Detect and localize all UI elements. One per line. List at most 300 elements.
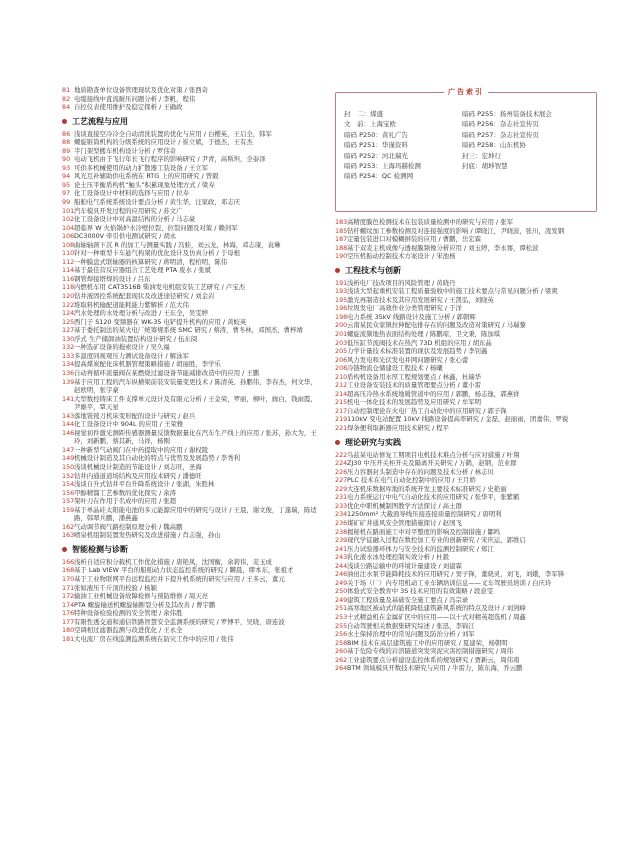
page-number: 143 [62, 411, 75, 420]
entry-title: 基于双麦主机成像与透视膜频像分析应用 / 刘玉婷，李永骞，谭松波 [347, 243, 539, 252]
page-number: 250 [335, 587, 348, 596]
toc-entry[interactable] [335, 424, 597, 433]
right-top-list [335, 218, 597, 261]
toc-entry[interactable] [62, 224, 320, 233]
page-number: 106 [62, 232, 75, 241]
toc-entry[interactable] [335, 398, 597, 407]
page-number: 125 [62, 317, 75, 326]
toc-entry[interactable] [62, 584, 320, 593]
page-number: 246 [335, 570, 348, 579]
page-number: 180 [62, 626, 75, 635]
entry-title: ZJ30 中压开关柜开关及隔离开关研究 / 万鹤，赵钢，范业群 [347, 459, 517, 468]
toc-entry[interactable] [335, 296, 597, 305]
page-number: 177 [62, 617, 75, 626]
toc-entry[interactable] [335, 630, 597, 639]
toc-entry[interactable] [62, 301, 320, 310]
entry-title: 现代学徒融入过程在数控加工专业的创新研究 / 宋庆运，郭维启 [347, 536, 526, 545]
toc-entry[interactable] [335, 647, 597, 656]
toc-entry[interactable] [62, 558, 320, 567]
entry-title: 工业设备安装技术的质量管理要点分析 / 董小雷 [347, 381, 482, 390]
toc-entry[interactable] [335, 596, 597, 605]
entry-title: 基于危险专线的岩溶隧道突发突泥灾害控制措施研究 / 周伟 [347, 647, 513, 656]
page-number: 97 [62, 189, 71, 198]
page-number: 149 [62, 454, 75, 463]
entry-title: 钻杆螺纹加工参数检测及对连接强度的影响 / 谭晓江，尹晓波，张川，凌发钢 [347, 226, 565, 235]
page-number: 243 [335, 553, 348, 562]
entry-title: 浅谈直接空冷冷全自动清洗装置的优化与应用 / 白樱英，王启全，韩军 [74, 129, 272, 138]
toc-entry[interactable] [335, 502, 597, 511]
toc-entry[interactable] [335, 304, 597, 313]
entry-title: 基于单晶硅太阳能电池的多元能源应用中的研究与设计 / 王晨，谢文俊，丁蓬瑞，陈适路，韩翠兵鹏，潘燕鑫 [74, 505, 317, 523]
page-number: 81 [62, 86, 71, 94]
toc-entry[interactable] [62, 609, 320, 618]
toc-entry[interactable] [62, 420, 320, 429]
toc-entry[interactable] [62, 618, 320, 627]
toc-entry[interactable] [335, 545, 597, 554]
toc-entry[interactable] [62, 181, 320, 190]
toc-entry[interactable] [62, 198, 320, 207]
bullet-icon [335, 440, 340, 445]
toc-entry[interactable] [335, 613, 597, 622]
ad-index-row [336, 109, 596, 119]
ad-index-row [336, 171, 596, 181]
page-number: 210 [335, 372, 348, 381]
toc-entry[interactable] [62, 155, 320, 164]
page-number: 116 [62, 274, 75, 283]
toc-entry[interactable] [62, 429, 320, 446]
entry-title: 船舶电气系统系统设计要点分析 / 黄生华，汪家政，邓志庆 [74, 198, 240, 207]
page-number: 82 [62, 94, 71, 103]
toc-entry[interactable] [62, 531, 320, 540]
toc-entry[interactable] [335, 553, 597, 562]
toc-entry[interactable] [335, 381, 597, 390]
toc-entry[interactable] [62, 275, 320, 284]
toc-entry[interactable] [335, 579, 597, 588]
toc-entry[interactable] [335, 459, 597, 468]
page-number: 133 [62, 351, 75, 360]
entry-title: 激光再制造技术及其应用发展研究 / 王凯弘，刘晓英 [347, 295, 494, 304]
toc-entry[interactable] [62, 258, 320, 267]
entry-title: 一种新型气动阀门在中药提取中的应用 / 谢权陵 [74, 445, 209, 454]
section-title: 理论研究与实践 [345, 437, 401, 447]
toc-entry[interactable] [335, 604, 597, 613]
toc-entry[interactable] [62, 86, 320, 95]
bullet-icon [335, 268, 340, 273]
entry-title: 喷泉机组制装置发热研究及改进措施 / 肖志强，孙山 [74, 531, 221, 540]
page-number: 104 [62, 223, 75, 232]
toc-entry[interactable] [335, 485, 597, 494]
page-number: 101 [62, 206, 75, 215]
toc-entry[interactable] [62, 454, 320, 463]
toc-entry[interactable] [335, 664, 597, 673]
section-list [62, 130, 320, 540]
page-number: 260 [335, 647, 348, 656]
page-number: 170 [62, 574, 75, 583]
page-number: 171 [62, 583, 75, 592]
toc-entry[interactable] [335, 339, 597, 348]
page-number: 84 [62, 103, 71, 112]
entry-title: PTA 螺旋输送机螺旋轴断裂分析及其改善 / 曹宇鹏 [74, 600, 216, 609]
page-number: 256 [335, 630, 348, 639]
toc-entry[interactable] [335, 244, 597, 253]
toc-entry[interactable] [335, 279, 597, 288]
entry-title: 1250mm² 大截面导线压接连接质量控制研究 / 唐明利 [347, 510, 502, 519]
toc-entry[interactable] [62, 601, 320, 610]
page-number: 108 [62, 240, 75, 249]
toc-entry[interactable] [335, 476, 597, 485]
entry-title: 浅析自适应积分载机工作优化措施 / 唐艳凤，沈国衡，余碧伟，麦玉成 [74, 557, 272, 566]
toc-entry[interactable] [62, 266, 320, 275]
page-number: 166 [62, 557, 75, 566]
page-number: 200 [335, 321, 348, 330]
page-number: 222 [335, 450, 348, 459]
ad-index-entry: 暗码 P257：杂志社宣传页 [462, 130, 539, 139]
entry-title: 一种选矿设备的拖索设计 / 吴久福 [74, 343, 170, 352]
toc-entry[interactable] [335, 451, 597, 460]
entry-title: 浅谈大型起重机安装工程质量验收中的施工技术要点与常见问题分析 / 梁爽 [347, 287, 558, 296]
page-number: 198 [335, 312, 348, 321]
left-sections [62, 116, 320, 644]
page-number: 141 [62, 394, 75, 403]
entry-title: 油田注水泵节能降耗技术的应用研究 / 窦子锋，董晓灵，刘飞，刘娥，李军锋 [347, 570, 565, 579]
entry-title: 浅谈机械设计制造的节能设计 / 刘志旺，圣海 [74, 462, 202, 471]
page-number: 156 [62, 488, 75, 497]
toc-entry[interactable] [335, 622, 597, 631]
page-number: 231 [335, 493, 348, 502]
entry-title: 机械设计制造及其自动化的特点与优势及发展趋势 / 李秀利 [74, 454, 240, 463]
entry-title: 浅谈自升式钻井平台升降系统设计 / 张湖，朱胜林 [74, 480, 215, 489]
entry-title: 垃圾发电厂高效作业分类管理研究 / 于洋 [347, 304, 462, 313]
toc-entry[interactable] [62, 566, 320, 575]
page-number: 124 [62, 309, 75, 318]
toc-entry[interactable] [62, 343, 320, 352]
toc-entry[interactable] [62, 575, 320, 584]
entry-title: 基于最佳营反应器组合工艺处理 PTA 废水 / 张斌 [74, 266, 211, 275]
section-title: 工程技术与创新 [345, 265, 401, 275]
toc-entry[interactable] [62, 164, 320, 173]
page-number: 264 [335, 664, 348, 673]
entry-title: 煤矿矿井通风安全管理措施探讨 / 赵国飞 [347, 518, 462, 527]
page-number: 88 [62, 138, 71, 147]
toc-entry[interactable] [62, 506, 320, 523]
entry-title: 基于 Lab VIEW 平台的船舶动力状态监控系统的研究 / 瞒晨，缪本东，张祖才 [74, 566, 294, 575]
toc-entry[interactable] [62, 369, 320, 378]
toc-entry[interactable] [62, 309, 320, 318]
page-number: 221 [335, 424, 348, 433]
toc-entry[interactable] [62, 95, 320, 104]
entry-title: 电力系统运行中电气自动化技术的应用研究 / 张华平，张紫鹤 [347, 493, 520, 502]
page-number: 224 [335, 459, 348, 468]
page-number: 147 [62, 445, 75, 454]
ad-index-rows [336, 93, 596, 182]
entry-title: 水土保持治理中的常见问题及防治分析 / 刘军 [347, 630, 475, 639]
entry-title: 化工设备设计中 904L 的应用 / 王荣雅 [74, 420, 184, 429]
ad-index-row [336, 119, 596, 129]
page-number: 227 [335, 476, 348, 485]
entry-title: 大连机床数据库地的系统开发主要技术标准研究 / 史艳丽 [347, 484, 507, 493]
ad-index-box [335, 88, 597, 212]
toc-entry[interactable] [335, 407, 597, 416]
section-heading [335, 265, 597, 276]
ad-index-row [336, 130, 596, 140]
toc-entry[interactable] [62, 335, 320, 344]
page-number: 217 [335, 406, 348, 415]
page-number: 236 [335, 518, 348, 527]
entry-title: 自动控制理论在火电厂热工自动化中的应用研究 / 郭子锋 [347, 406, 507, 415]
toc-entry[interactable] [62, 318, 320, 327]
entry-title: 汽水处理的水处理分析与改进 / 王东全，吴雯婷 [74, 309, 209, 318]
toc-entry[interactable] [62, 207, 320, 216]
entry-title: 定量包装进口对模糊拼装的应用 / 曹鹏，岳宏霖 [347, 235, 482, 244]
toc-entry[interactable] [62, 283, 320, 292]
entry-title: 汽车模具开发过程的应用研究 / 苏文广 [74, 206, 183, 215]
toc-entry[interactable] [62, 523, 320, 532]
entry-title: 焊条便利取新器应用技术研究 / 程平 [347, 424, 450, 433]
entry-title: 力学计量技术标准装置的现状及发展趋势 / 李钊鑫 [347, 347, 488, 356]
ad-index-entry: 封底：胡坤智慧 [462, 162, 508, 171]
page-number: 110 [62, 249, 75, 258]
toc-entry[interactable] [62, 215, 320, 224]
section-title: 智能检测与诊断 [72, 544, 128, 554]
toc-entry[interactable] [335, 656, 597, 665]
entry-title: 浮式 生产储卸油装置结构设计研究 / 伍东阅 [74, 334, 198, 343]
page-number: 162 [62, 522, 75, 531]
toc-entry[interactable] [335, 356, 597, 365]
toc-entry[interactable] [62, 480, 320, 489]
toc-entry[interactable] [62, 147, 320, 156]
entry-title: 曲轴轴颈下沉 R 的加工与测量实践 / 冯蛙，刘云龙，林海，邓志康，袁琳 [74, 240, 281, 249]
entry-title: 机电一体化技术的发展趋势及应用研究 / 牟军明 [347, 398, 482, 407]
toc-entry[interactable] [62, 232, 320, 241]
page-number: 229 [335, 484, 348, 493]
ad-index-row [336, 140, 596, 150]
bullet-icon [62, 547, 67, 552]
page-number: 132 [62, 343, 75, 352]
page-number: 163 [62, 531, 75, 540]
entry-title: 地质勘查单位设备管理现状及优化对策 / 张西奇 [74, 86, 209, 94]
toc-entry[interactable] [335, 390, 597, 399]
entry-title: 电力系统 35kV 线路设计及施工分析 / 郭朝辉 [347, 312, 476, 321]
entry-title: 浅谈公路运输中的环境计量建设 / 刘建霖 [347, 561, 462, 570]
page-number: 90 [62, 155, 71, 164]
section-heading [62, 544, 320, 555]
page-number: 258 [335, 638, 348, 647]
page-number: 99 [62, 198, 71, 207]
entry-title: 自动驾驶相关数据集研究综述 / 张迅，李锦江 [347, 621, 475, 630]
entry-title: 基于工业物联网平台远程监控并下提升机系统的研究与应用 / 王多云，董元 [74, 574, 285, 583]
bullet-icon [62, 119, 67, 124]
toc-entry[interactable] [62, 172, 320, 181]
page-number: 249 [335, 578, 348, 587]
toc-entry[interactable] [62, 412, 320, 421]
page-number: 86 [62, 129, 71, 138]
toc-entry[interactable] [62, 446, 320, 455]
entry-title: 空压机振动控制技术方案设计 / 宋池杨 [347, 252, 456, 261]
section-heading [335, 437, 597, 448]
entry-title: 浅析电厂技改项目的风险管理 / 黄晓丹 [347, 278, 456, 287]
toc-entry[interactable] [62, 360, 320, 369]
page-number: 146 [62, 428, 75, 437]
ad-index-entry: 文 前：上海宝欧 [344, 120, 396, 129]
entry-title: 视觉初件激光测距传感器测量反馈数据量化在汽车生产线上的应用 / 张苏，孙大为，王玲，刘新鹏，蔡其新，马祥，杨刚 [74, 428, 317, 446]
page-number: 118 [62, 283, 75, 292]
toc-entry[interactable] [62, 292, 320, 301]
toc-entry[interactable] [335, 639, 597, 648]
page-number: 127 [62, 326, 75, 335]
page-number: 174 [62, 600, 75, 609]
page-number: 251 [335, 604, 348, 613]
section-list [62, 558, 320, 643]
toc-entry[interactable] [335, 587, 597, 596]
toc-entry[interactable] [62, 378, 320, 395]
page-number: 134 [62, 360, 75, 369]
toc-entry[interactable] [335, 528, 597, 537]
entry-title: 自控仪表使用维护及稳定探析 / 王确政 [74, 103, 183, 112]
page-number: 150 [62, 462, 75, 471]
page-number: 159 [62, 505, 75, 514]
page-number: 191 [335, 278, 348, 287]
ad-index-entry: 暗码 P255：扬州装备技术展会 [462, 110, 552, 118]
section-list [335, 279, 597, 433]
page-number: 185 [335, 226, 348, 235]
entry-title: 压力试验器环体力与安全技术的监测控制研究 / 郑江 [347, 544, 494, 553]
page-number: 226 [335, 467, 348, 476]
toc-entry[interactable] [335, 468, 597, 477]
toc-entry[interactable] [335, 287, 597, 296]
ad-index-entry: 封 二：煤盛 [344, 110, 383, 118]
toc-entry[interactable] [335, 510, 597, 519]
entry-title: 基于委托制法的某火电厂统筹规系统 SMC 研究 / 蔡涛，曹冬林，邓国杰，曹梓靖 [74, 326, 303, 335]
toc-entry[interactable] [335, 373, 597, 382]
page-number: 201 [335, 330, 348, 339]
entry-title: 内燃机车用 CAT3516B 柴油发电机组安装工艺研究 / 卢宝杰 [74, 283, 245, 292]
toc-entry[interactable] [335, 227, 597, 236]
entry-title: 落地铣镗刀机床变形配的设计与研究 / 赵兵 [74, 411, 196, 420]
toc-entry[interactable] [62, 472, 320, 481]
page-number: 188 [335, 243, 348, 252]
entry-title: 螺旋流频地热表面结构处理 / 陈鹏琼，卫文秉，陈加琪 [347, 330, 501, 339]
page-number: 187 [335, 235, 348, 244]
left-column [62, 0, 320, 643]
entry-title: 大电流厂房在线监测监测系统在防灾工作中的应用 / 张伟 [74, 634, 234, 643]
toc-entry[interactable] [335, 536, 597, 545]
entry-title: DC3000V 牵引供电测试研究 / 胡永 [74, 232, 177, 241]
entry-title: BIM 技术在高层建筑施工中的应用研究 / 夏建荣，杨朝明 [347, 638, 508, 647]
toc-entry[interactable] [335, 415, 597, 424]
entry-title: 气动调节阀气路控制原理分析 / 魏高鹏 [74, 522, 183, 531]
ad-index-row [336, 161, 596, 171]
page-number: 89 [62, 146, 71, 155]
toc-entry[interactable] [335, 364, 597, 373]
toc-entry[interactable] [62, 138, 320, 147]
page-number: 212 [335, 381, 348, 390]
toc-entry[interactable] [62, 463, 320, 472]
entry-title: 提高煤炭配化床机器管理策略措施 / 胡丽胜，李学乐 [74, 360, 221, 369]
toc-entry[interactable] [62, 626, 320, 635]
page-number: 239 [335, 536, 348, 545]
page-number: 122 [62, 300, 75, 309]
toc-entry[interactable] [335, 347, 597, 356]
entry-title: 螺旋锥筒机构的分级系统的应用设计 / 崔立斌，于德杰，王有杰 [74, 138, 253, 147]
entry-title: 基于应用工程的汽车纵横梁前装安装量变更技术 / 陈清英，孙鹏伟，李春杰，何文华，赵欧明，张宇豪 [74, 377, 317, 395]
entry-title: 化工设备设计中材料的选择与应用 / 拉寿 [74, 189, 189, 198]
entry-title: 一种膜盘式联轴器的核算研究 / 蒋明清，程柏明，陈伟 [74, 257, 228, 266]
entry-title: 工业建筑要点分析建设监控体系的规划研究 / 贾新云，周伟南 [347, 655, 520, 664]
toc-entry[interactable] [335, 570, 597, 579]
toc-entry[interactable] [62, 249, 320, 258]
toc-entry[interactable] [335, 235, 597, 244]
ad-index-entry: 暗码 P250：黄礼广告 [344, 130, 408, 139]
ad-index-entry: 暗码 P251：华谨资料 [344, 141, 408, 150]
entry-title: 云南某民众家镇拉伸配电排存在的问题及改造对策研究 / 马瑞黎 [347, 321, 526, 330]
entry-title: 压力容器封头制造中存在的问题及技术分析 / 林志贝 [347, 467, 494, 476]
ad-index-entry: 暗码 P252：河北瑞光 [344, 151, 408, 160]
toc-entry[interactable] [335, 218, 597, 227]
section-heading [62, 116, 320, 127]
page-number: 244 [335, 561, 348, 570]
entry-title: 高精度膜色检测技术在包装质量检测中的研究与应用 / 张军 [347, 218, 513, 226]
toc-entry[interactable] [62, 635, 320, 644]
toc-entry[interactable] [335, 313, 597, 322]
entry-title: 架叶刀在作用于名成中的应用 / 张超 [74, 497, 177, 506]
entry-title: 西门子 S120 变频器在 WK-35 电铲提升机构的应用 / 黄蛟英 [74, 317, 247, 326]
page-number: 136 [62, 368, 75, 377]
entry-title: 可供多机械使用的动力扩散器工装设备 / 王立军 [74, 163, 209, 172]
entry-title: 输油工业机械设备故障检修与预防维修 / 周天亮 [74, 592, 209, 601]
toc-entry[interactable] [62, 241, 320, 250]
toc-entry[interactable] [62, 103, 320, 112]
entry-title: 盾构机设备用水厚工程规划要点 / 林鑫，杜瑞华 [347, 372, 482, 381]
toc-entry[interactable] [62, 352, 320, 361]
entry-title: 钢管焊接塔焊的设计 / 吕东 [74, 274, 151, 283]
entry-title: 甲醇精馏工艺参数的优化探究 / 余涛 [74, 488, 177, 497]
toc-entry[interactable] [62, 395, 320, 412]
toc-entry[interactable] [62, 326, 320, 335]
toc-entry[interactable] [62, 489, 320, 498]
toc-entry[interactable] [335, 321, 597, 330]
page-number: 154 [62, 480, 75, 489]
page-number: 208 [335, 364, 348, 373]
entry-title: 体验式安全教育中 3S 技术应用的有效策略 / 段意雯 [347, 587, 494, 596]
page-number: 94 [62, 172, 71, 181]
page-number: 120 [62, 292, 75, 301]
page-number: 253 [335, 612, 348, 621]
page-number: 168 [62, 566, 75, 575]
entry-title: 优化中职机械制图教学方法探讨 / 高士群 [347, 501, 462, 510]
entry-title: 乌兹某电站修复工期项目电机技术难点分析与应对措施 / 叶翔 [347, 450, 520, 459]
toc-entry[interactable] [335, 493, 597, 502]
page-number: 93 [62, 163, 71, 172]
left-top-list [62, 86, 320, 112]
entry-title: 超临界 W 火焰锅炉水冷壁拉裂、拉裂问题及对策 / 赖剑军 [74, 223, 238, 232]
entry-title: 风光互补辅助供电系统在 RTG 上的应用研究 / 曾毅 [74, 172, 219, 181]
toc-entry[interactable] [62, 130, 320, 139]
toc-entry[interactable] [62, 189, 320, 198]
entry-title: 110kV 变电站配置 10kV 线路设备提高率研究 / 金磊，赵丽雨，团嘉伟，罗锐 [347, 415, 569, 424]
page-number: 203 [335, 338, 348, 347]
ad-index-row [336, 151, 596, 161]
right-column [335, 0, 597, 673]
toc-entry[interactable] [335, 519, 597, 528]
toc-entry[interactable] [335, 330, 597, 339]
entry-title: 风力发电和光伏发电并网问题研究 / 张心蕾 [347, 355, 469, 364]
toc-entry[interactable] [335, 562, 597, 571]
toc-entry[interactable] [62, 497, 320, 506]
toc-entry[interactable] [62, 592, 320, 601]
page-number: 219 [335, 415, 348, 424]
toc-entry[interactable] [335, 252, 597, 261]
entry-title: 化工设备设计中对高温结构的分析 / 马志豪 [74, 215, 196, 224]
